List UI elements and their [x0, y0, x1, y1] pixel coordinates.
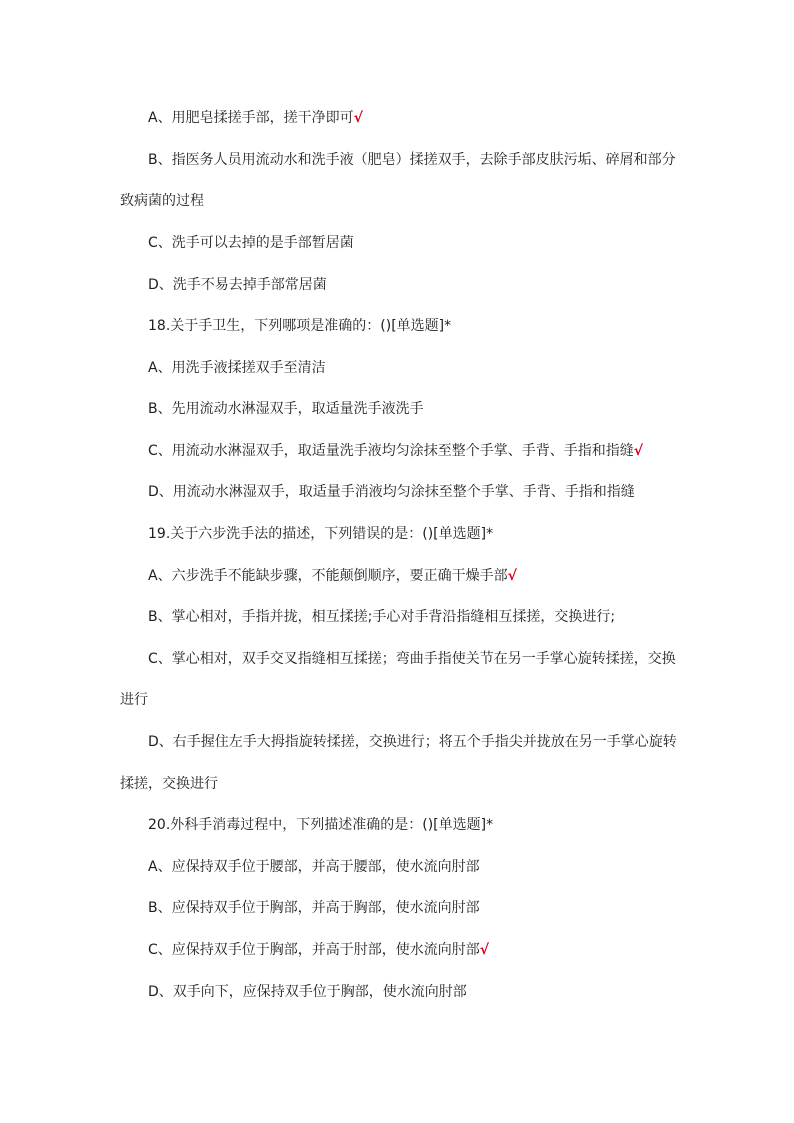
option-text: D、双手向下，应保持双手位于胸部，使水流向肘部 — [148, 984, 467, 1000]
option-text: A、六步洗手不能缺步骤，不能颠倒顺序，要正确干燥手部 — [148, 568, 508, 584]
question-18-option-a — [148, 358, 326, 378]
question-text: 19.关于六步洗手法的描述，下列错误的是：()[单选题]* — [148, 526, 494, 542]
option-text: A、应保持双手位于腰部，并高于腰部，使水流向肘部 — [148, 859, 480, 875]
option-text: C、应保持双手位于胸部，并高于肘部，使水流向肘部 — [148, 942, 480, 958]
question-18-option-c — [148, 441, 643, 461]
option-text: B、应保持双手位于胸部，并高于胸部，使水流向肘部 — [148, 900, 480, 916]
question-text: 18.关于手卫生，下列哪项是准确的：()[单选题]* — [148, 318, 452, 334]
question-20-stem — [148, 815, 493, 835]
question-18-stem — [148, 316, 451, 336]
option-text: A、用肥皂揉搓手部，搓干净即可 — [148, 110, 354, 126]
question-18-option-b — [148, 399, 424, 419]
question-18-option-d — [148, 482, 635, 502]
question-19-stem — [148, 524, 493, 544]
option-text: D、用流动水淋湿双手，取适量手消液均匀涂抹至整个手掌、手背、手指和指缝 — [148, 484, 635, 500]
option-text: B、指医务人员用流动水和洗手液（肥皂）揉搓双手，去除手部皮肤污垢、碎屑和部分 — [148, 152, 676, 168]
question-19-option-a — [148, 566, 517, 586]
question-20-option-a — [148, 857, 480, 877]
question-text: 20.外科手消毒过程中，下列描述准确的是：()[单选题]* — [148, 817, 494, 833]
option-text: C、掌心相对，双手交叉指缝相互揉搓；弯曲手指使关节在另一手掌心旋转揉搓，交换 — [148, 651, 676, 667]
answer-check-mark: √ — [353, 110, 363, 126]
option-text: C、用流动水淋湿双手，取适量洗手液均匀涂抹至整个手掌、手背、手指和指缝 — [148, 443, 634, 459]
question-19-option-b — [148, 607, 615, 627]
option-text: B、先用流动水淋湿双手，取适量洗手液洗手 — [148, 401, 424, 417]
option-text: D、右手握住左手大拇指旋转揉搓，交换进行；将五个手指尖并拢放在另一手掌心旋转 — [148, 734, 677, 750]
question-20-option-b — [148, 898, 480, 918]
question-19-option-d — [148, 732, 677, 752]
option-text: D、洗手不易去掉手部常居菌 — [148, 277, 327, 293]
answer-check-mark: √ — [479, 942, 490, 958]
option-text: C、洗手可以去掉的是手部暂居菌 — [148, 235, 354, 251]
question-19-option-c-continued — [120, 690, 148, 710]
question-20-option-d — [148, 982, 467, 1002]
question-20-option-c — [148, 940, 489, 960]
answer-check-mark: √ — [633, 443, 644, 459]
option-text: 进行 — [120, 692, 148, 708]
question-17-option-c — [148, 233, 354, 253]
question-19-option-d-continued — [120, 774, 218, 794]
question-17-option-b — [148, 150, 676, 170]
question-17-option-a — [148, 108, 363, 128]
question-17-option-b-continued — [120, 191, 204, 211]
option-text: 揉搓，交换进行 — [120, 776, 218, 792]
question-17-option-d — [148, 275, 327, 295]
answer-check-mark: √ — [507, 568, 517, 584]
option-text: A、用洗手液揉搓双手至清洁 — [148, 360, 326, 376]
option-text: B、掌心相对，手指并拢，相互揉搓;手心对手背沿指缝相互揉搓，交换进行; — [148, 609, 616, 625]
option-text: 致病菌的过程 — [120, 193, 204, 209]
question-19-option-c — [148, 649, 676, 669]
